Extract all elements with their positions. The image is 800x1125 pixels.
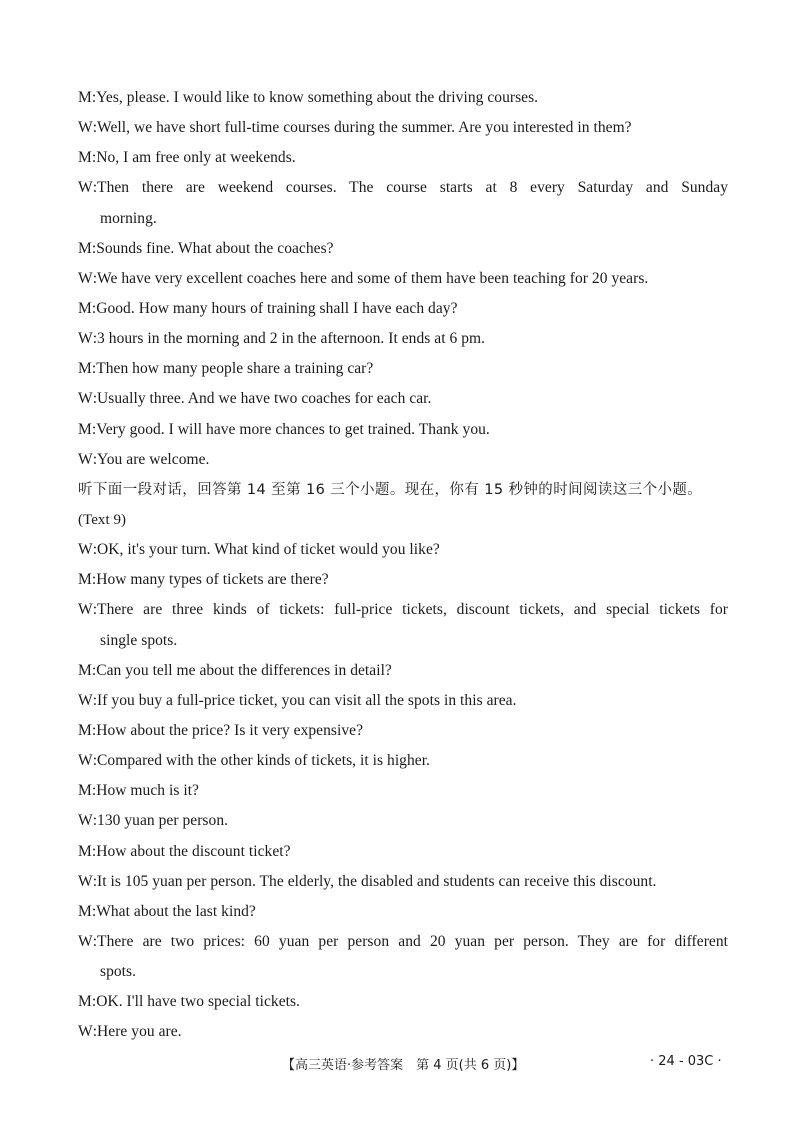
footer-page-info: 【高三英语·参考答案 第 4 页(共 6 页)】 <box>282 1058 525 1073</box>
dialogue-transcript <box>78 83 728 1048</box>
speaker-colon: : <box>92 812 98 830</box>
dialogue-text: No, I am free only at weekends. <box>96 149 296 167</box>
speaker-colon: : <box>92 390 98 408</box>
speaker-label: W <box>78 541 93 559</box>
speaker-colon: : <box>91 782 97 800</box>
dialogue-text: OK. I'll have two special tickets. <box>96 993 300 1011</box>
speaker-label: W <box>78 330 93 348</box>
speaker-label: W <box>78 932 93 950</box>
dialogue-line <box>78 535 728 565</box>
dialogue-line <box>78 595 728 625</box>
speaker-colon: : <box>91 571 97 589</box>
speaker-label: M <box>78 420 92 438</box>
dialogue-text: We have very excellent coaches here and some of them have been teaching for 20 years. <box>97 269 649 287</box>
dialogue-text: 130 yuan per person. <box>97 812 229 830</box>
dialogue-line <box>78 354 728 384</box>
dialogue-text: It is 105 yuan per person. The elderly, the disabled and students can receive this discount. <box>97 872 657 890</box>
dialogue-text: How many types of tickets are there? <box>96 571 329 589</box>
speaker-label: M <box>78 782 92 800</box>
dialogue-line <box>78 324 728 354</box>
speaker-colon: : <box>92 752 98 770</box>
dialogue-text: Well, we have short full-time courses during the summer. Are you interested in them? <box>97 119 632 137</box>
dialogue-line <box>78 143 728 173</box>
speaker-label: M <box>78 89 92 106</box>
dialogue-line <box>78 987 728 1017</box>
dialogue-line <box>78 897 728 927</box>
speaker-label: W <box>78 691 93 709</box>
speaker-colon: : <box>91 360 97 378</box>
dialogue-text: How about the discount ticket? <box>96 842 291 860</box>
speaker-colon: : <box>92 1023 98 1041</box>
dialogue-line <box>78 837 728 867</box>
footer-code: · 24 - 03C · <box>650 1054 722 1069</box>
dialogue-line <box>78 716 728 746</box>
dialogue-line <box>78 83 728 113</box>
speaker-label: W <box>78 812 93 830</box>
speaker-label: W <box>78 179 93 197</box>
dialogue-text: Can you tell me about the differences in detail? <box>96 661 392 679</box>
speaker-colon: : <box>92 932 98 950</box>
dialogue-line <box>78 264 728 294</box>
dialogue-text: Then how many people share a training car? <box>96 360 374 378</box>
speaker-colon: : <box>92 179 98 197</box>
dialogue-line-continuation: morning. <box>100 209 157 227</box>
speaker-colon: : <box>91 89 97 106</box>
dialogue-line <box>78 384 728 414</box>
speaker-label: M <box>78 842 92 860</box>
dialogue-line <box>78 415 728 445</box>
speaker-label: M <box>78 571 92 589</box>
speaker-colon: : <box>91 842 97 860</box>
dialogue-text: What about the last kind? <box>96 902 256 920</box>
dialogue-line <box>78 234 728 264</box>
speaker-colon: : <box>91 661 97 679</box>
dialogue-line <box>78 927 728 957</box>
dialogue-text: How about the price? Is it very expensive? <box>96 721 363 739</box>
speaker-label: W <box>78 1023 93 1041</box>
dialogue-text: If you buy a full-price ticket, you can visit all the spots in this area. <box>97 691 517 709</box>
speaker-label: M <box>78 239 92 257</box>
dialogue-text: Compared with the other kinds of tickets, it is higher. <box>97 752 430 770</box>
dialogue-text: Sounds fine. What about the coaches? <box>96 239 334 257</box>
speaker-colon: : <box>92 450 98 468</box>
speaker-colon: : <box>91 299 97 317</box>
speaker-colon: : <box>92 691 98 709</box>
speaker-colon: : <box>92 269 98 287</box>
speaker-label: M <box>78 902 92 920</box>
dialogue-text: OK, it's your turn. What kind of ticket would you like? <box>97 541 440 559</box>
speaker-colon: : <box>92 601 98 619</box>
dialogue-line <box>78 445 728 475</box>
dialogue-line <box>78 686 728 716</box>
dialogue-text: There are two prices: 60 yuan per person and 20 yuan per person. They are for different <box>97 932 728 950</box>
dialogue-text: There are three kinds of tickets: full-price tickets, discount tickets, and special tickets for <box>97 601 728 619</box>
speaker-label: W <box>78 752 93 770</box>
speaker-colon: : <box>92 872 98 890</box>
dialogue-text: Usually three. And we have two coaches for each car. <box>97 390 432 408</box>
speaker-label: M <box>78 721 92 739</box>
dialogue-text: Very good. I will have more chances to get trained. Thank you. <box>96 420 490 438</box>
speaker-label: W <box>78 269 93 287</box>
speaker-colon: : <box>91 721 97 739</box>
speaker-label: W <box>78 390 93 408</box>
dialogue-text: Then there are weekend courses. The course starts at 8 every Saturday and Sunday <box>97 179 728 197</box>
text-label: (Text 9) <box>78 511 127 528</box>
dialogue-line <box>78 565 728 595</box>
dialogue-text: How much is it? <box>96 782 199 800</box>
dialogue-line <box>78 746 728 776</box>
dialogue-line-continuation: single spots. <box>100 631 178 649</box>
speaker-label: M <box>78 993 92 1011</box>
speaker-colon: : <box>91 902 97 920</box>
dialogue-line <box>78 1017 728 1047</box>
dialogue-line <box>78 113 728 143</box>
speaker-label: M <box>78 661 92 679</box>
dialogue-text: Here you are. <box>97 1023 182 1041</box>
speaker-label: W <box>78 872 93 890</box>
speaker-label: M <box>78 149 92 167</box>
speaker-label: W <box>78 450 93 468</box>
section-instruction: 听下面一段对话，回答第 14 至第 16 三个小题。现在，你有 15 秒钟的时间阅读这三个小题。 <box>78 481 703 498</box>
speaker-label: M <box>78 360 92 378</box>
dialogue-line-continuation: spots. <box>100 963 137 981</box>
speaker-colon: : <box>91 149 97 167</box>
dialogue-line <box>78 173 728 203</box>
dialogue-line <box>78 806 728 836</box>
speaker-colon: : <box>91 993 97 1011</box>
speaker-colon: : <box>92 541 98 559</box>
dialogue-line <box>78 656 728 686</box>
dialogue-text: Yes, please. I would like to know something about the driving courses. <box>96 89 539 106</box>
speaker-label: M <box>78 299 92 317</box>
dialogue-line <box>78 294 728 324</box>
speaker-colon: : <box>92 330 98 348</box>
dialogue-line <box>78 867 728 897</box>
speaker-colon: : <box>91 420 97 438</box>
dialogue-text: Good. How many hours of training shall I have each day? <box>96 299 458 317</box>
speaker-colon: : <box>91 239 97 257</box>
speaker-label: W <box>78 601 93 619</box>
dialogue-line <box>78 776 728 806</box>
dialogue-text: 3 hours in the morning and 2 in the afternoon. It ends at 6 pm. <box>97 330 486 348</box>
dialogue-text: You are welcome. <box>97 450 210 468</box>
page-footer <box>0 1054 800 1076</box>
speaker-colon: : <box>92 119 98 137</box>
speaker-label: W <box>78 119 93 137</box>
